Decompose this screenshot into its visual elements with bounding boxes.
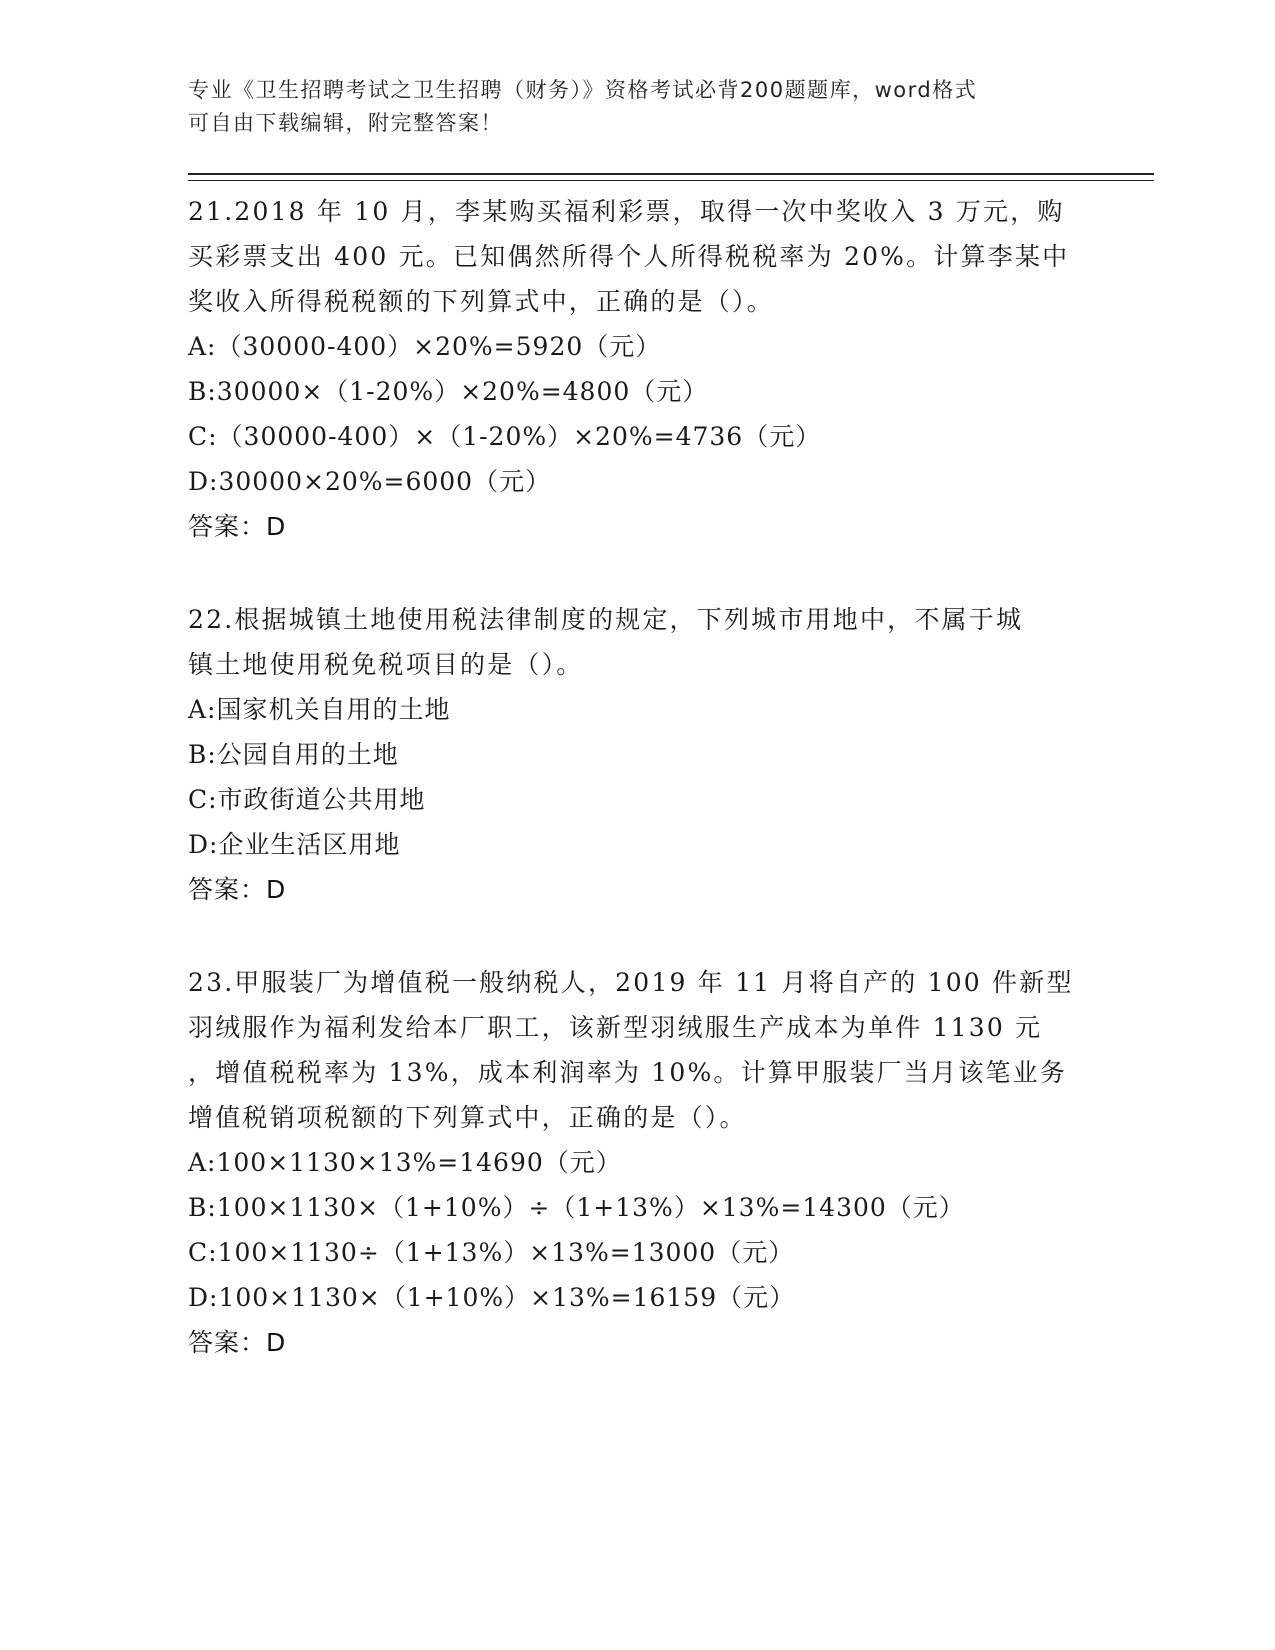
header-divider-thin <box>188 180 1154 181</box>
document-header <box>188 74 1068 140</box>
question-stem <box>188 189 1088 324</box>
option-a: A:100×1130×13%=14690（元） <box>188 1148 622 1177</box>
stem-line: 羽绒服作为福利发给本厂职工，该新型羽绒服生产成本为单件 1130 元 <box>188 1013 1043 1042</box>
stem-line: 22.根据城镇土地使用税法律制度的规定，下列城市用地中，不属于城 <box>188 605 1024 634</box>
option-c: C:市政街道公共用地 <box>188 785 426 814</box>
question-22 <box>188 597 1088 912</box>
option-a: A:（30000-400）×20%=5920（元） <box>188 332 662 361</box>
question-stem <box>188 960 1088 1140</box>
option-b: B:100×1130×（1+10%）÷（1+13%）×13%=14300（元） <box>188 1193 965 1222</box>
option-d: D:30000×20%=6000（元） <box>188 467 552 496</box>
question-21 <box>188 189 1088 549</box>
answer: 答案：D <box>188 875 287 904</box>
option-a: A:国家机关自用的土地 <box>188 695 451 724</box>
answer: 答案：D <box>188 512 287 541</box>
option-d: D:100×1130×（1+10%）×13%=16159（元） <box>188 1283 796 1312</box>
question-23 <box>188 960 1088 1365</box>
stem-line: ，增值税税率为 13%，成本利润率为 10%。计算甲服装厂当月该笔业务 <box>188 1058 1068 1087</box>
stem-line: 买彩票支出 400 元。已知偶然所得个人所得税税率为 20%。计算李某中 <box>188 242 1070 271</box>
question-stem <box>188 597 1088 687</box>
option-d: D:企业生活区用地 <box>188 830 401 859</box>
option-c: C:（30000-400）×（1-20%）×20%=4736（元） <box>188 422 822 451</box>
header-divider-thick <box>188 173 1154 175</box>
stem-line: 21.2018 年 10 月，李某购买福利彩票，取得一次中奖收入 3 万元，购 <box>188 197 1065 226</box>
option-b: B:30000×（1-20%）×20%=4800（元） <box>188 377 709 406</box>
option-c: C:100×1130÷（1+13%）×13%=13000（元） <box>188 1238 795 1267</box>
header-line-2: 可自由下载编辑，附完整答案！ <box>188 111 503 135</box>
answer: 答案：D <box>188 1328 287 1357</box>
stem-line: 奖收入所得税税额的下列算式中，正确的是（）。 <box>188 287 774 316</box>
stem-line: 23.甲服装厂为增值税一般纳税人，2019 年 11 月将自产的 100 件新型 <box>188 968 1074 997</box>
option-b: B:公园自用的土地 <box>188 740 399 769</box>
stem-line: 增值税销项税额的下列算式中，正确的是（）。 <box>188 1103 747 1132</box>
header-line-1: 专业《卫生招聘考试之卫生招聘（财务）》资格考试必背200题题库，word格式 <box>188 78 978 102</box>
stem-line: 镇土地使用税免税项目的是（）。 <box>188 650 584 679</box>
